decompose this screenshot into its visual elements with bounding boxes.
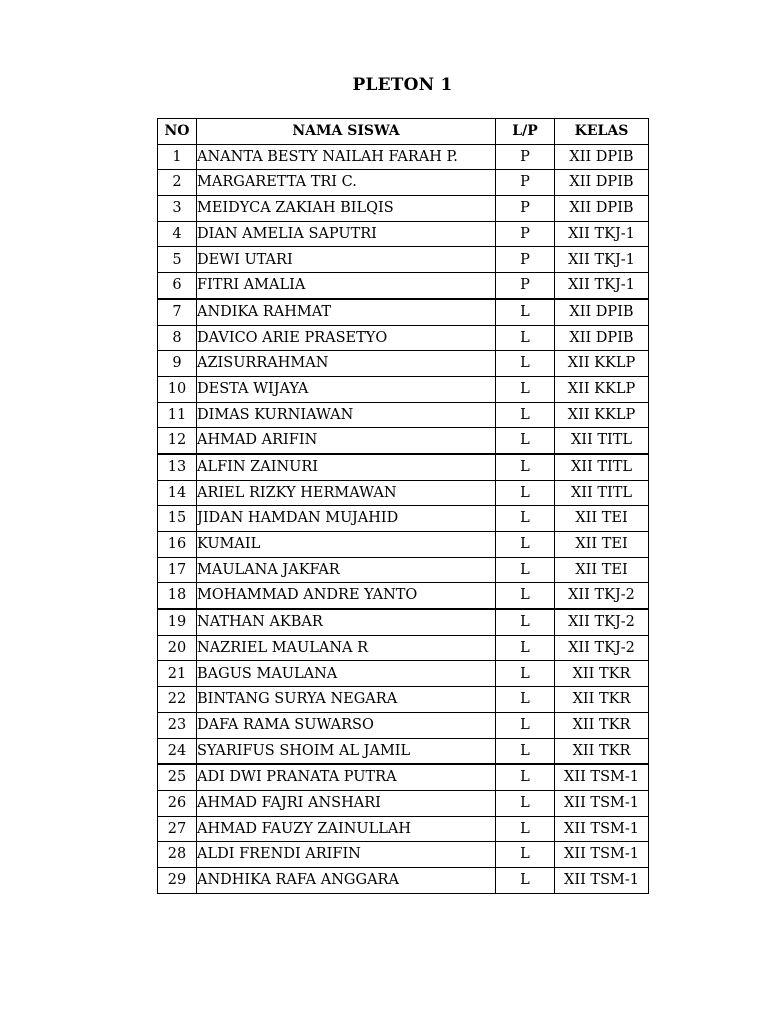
student-name-cell: DAVICO ARIE PRASETYO <box>197 325 496 351</box>
table-row <box>158 790 649 816</box>
student-name-cell: ANANTA BESTY NAILAH FARAH P. <box>197 144 496 170</box>
class-cell: XII TSM-1 <box>555 790 649 816</box>
column-header-kelas: KELAS <box>555 119 649 145</box>
gender-cell: L <box>496 661 555 687</box>
class-cell: XII TKJ-1 <box>555 273 649 299</box>
student-name-cell: AHMAD FAUZY ZAINULLAH <box>197 816 496 842</box>
student-name-cell: DESTA WIJAYA <box>197 376 496 402</box>
gender-cell: L <box>496 635 555 661</box>
class-cell: XII TEI <box>555 532 649 558</box>
no-cell: 22 <box>158 687 197 713</box>
gender-cell: L <box>496 480 555 506</box>
gender-cell: L <box>496 325 555 351</box>
student-name-cell: AHMAD FAJRI ANSHARI <box>197 790 496 816</box>
class-cell: XII TKR <box>555 738 649 764</box>
no-cell: 3 <box>158 196 197 222</box>
gender-cell: P <box>496 247 555 273</box>
class-cell: XII DPIB <box>555 196 649 222</box>
gender-cell: L <box>496 532 555 558</box>
gender-cell: P <box>496 221 555 247</box>
no-cell: 17 <box>158 557 197 583</box>
class-cell: XII TITL <box>555 454 649 480</box>
student-name-cell: NATHAN AKBAR <box>197 609 496 635</box>
table-row <box>158 454 649 480</box>
table-row <box>158 144 649 170</box>
no-cell: 14 <box>158 480 197 506</box>
no-cell: 23 <box>158 712 197 738</box>
table-row <box>158 583 649 609</box>
no-cell: 12 <box>158 428 197 454</box>
student-name-cell: MEIDYCA ZAKIAH BILQIS <box>197 196 496 222</box>
class-cell: XII TKR <box>555 712 649 738</box>
class-cell: XII KKLP <box>555 402 649 428</box>
class-cell: XII TKJ-1 <box>555 247 649 273</box>
gender-cell: L <box>496 790 555 816</box>
no-cell: 6 <box>158 273 197 299</box>
class-cell: XII TITL <box>555 480 649 506</box>
gender-cell: L <box>496 712 555 738</box>
table-row <box>158 351 649 377</box>
gender-cell: L <box>496 609 555 635</box>
no-cell: 20 <box>158 635 197 661</box>
table-row <box>158 402 649 428</box>
column-header-no: NO <box>158 119 197 145</box>
gender-cell: L <box>496 376 555 402</box>
table-row <box>158 557 649 583</box>
student-name-cell: NAZRIEL MAULANA R <box>197 635 496 661</box>
gender-cell: L <box>496 402 555 428</box>
gender-cell: P <box>496 196 555 222</box>
gender-cell: L <box>496 557 555 583</box>
no-cell: 8 <box>158 325 197 351</box>
no-cell: 15 <box>158 506 197 532</box>
student-name-cell: ARIEL RIZKY HERMAWAN <box>197 480 496 506</box>
table-row <box>158 325 649 351</box>
class-cell: XII KKLP <box>555 376 649 402</box>
gender-cell: L <box>496 687 555 713</box>
table-row <box>158 428 649 454</box>
column-header-lp: L/P <box>496 119 555 145</box>
student-name-cell: KUMAIL <box>197 532 496 558</box>
class-cell: XII DPIB <box>555 170 649 196</box>
table-row <box>158 480 649 506</box>
gender-cell: L <box>496 764 555 790</box>
no-cell: 2 <box>158 170 197 196</box>
no-cell: 7 <box>158 299 197 325</box>
class-cell: XII TSM-1 <box>555 867 649 893</box>
no-cell: 28 <box>158 842 197 868</box>
class-cell: XII TSM-1 <box>555 842 649 868</box>
class-cell: XII TKJ-1 <box>555 221 649 247</box>
no-cell: 1 <box>158 144 197 170</box>
class-cell: XII DPIB <box>555 325 649 351</box>
class-cell: XII TEI <box>555 557 649 583</box>
table-row <box>158 738 649 764</box>
table-row <box>158 170 649 196</box>
table-row <box>158 376 649 402</box>
student-name-cell: BAGUS MAULANA <box>197 661 496 687</box>
gender-cell: P <box>496 144 555 170</box>
class-cell: XII TEI <box>555 506 649 532</box>
no-cell: 16 <box>158 532 197 558</box>
table-row <box>158 273 649 299</box>
no-cell: 26 <box>158 790 197 816</box>
table-row <box>158 221 649 247</box>
column-header-nama-siswa: NAMA SISWA <box>197 119 496 145</box>
student-name-cell: JIDAN HAMDAN MUJAHID <box>197 506 496 532</box>
student-name-cell: DAFA RAMA SUWARSO <box>197 712 496 738</box>
no-cell: 25 <box>158 764 197 790</box>
class-cell: XII TSM-1 <box>555 816 649 842</box>
student-name-cell: DIMAS KURNIAWAN <box>197 402 496 428</box>
gender-cell: L <box>496 738 555 764</box>
table-row <box>158 816 649 842</box>
table-row <box>158 196 649 222</box>
no-cell: 4 <box>158 221 197 247</box>
class-cell: XII TKR <box>555 661 649 687</box>
no-cell: 9 <box>158 351 197 377</box>
table-row <box>158 764 649 790</box>
class-cell: XII TKJ-2 <box>555 583 649 609</box>
student-name-cell: MARGARETTA TRI C. <box>197 170 496 196</box>
table-row <box>158 842 649 868</box>
student-name-cell: ALDI FRENDI ARIFIN <box>197 842 496 868</box>
no-cell: 27 <box>158 816 197 842</box>
student-name-cell: ADI DWI PRANATA PUTRA <box>197 764 496 790</box>
student-name-cell: ANDIKA RAHMAT <box>197 299 496 325</box>
gender-cell: L <box>496 816 555 842</box>
table-body <box>158 144 649 893</box>
no-cell: 29 <box>158 867 197 893</box>
class-cell: XII TITL <box>555 428 649 454</box>
table-row <box>158 506 649 532</box>
student-name-cell: MAULANA JAKFAR <box>197 557 496 583</box>
table-row <box>158 635 649 661</box>
no-cell: 11 <box>158 402 197 428</box>
table-header-row <box>158 119 649 145</box>
gender-cell: L <box>496 842 555 868</box>
gender-cell: L <box>496 506 555 532</box>
class-cell: XII TKJ-2 <box>555 635 649 661</box>
class-cell: XII DPIB <box>555 299 649 325</box>
student-name-cell: BINTANG SURYA NEGARA <box>197 687 496 713</box>
gender-cell: L <box>496 428 555 454</box>
no-cell: 19 <box>158 609 197 635</box>
gender-cell: L <box>496 867 555 893</box>
gender-cell: L <box>496 583 555 609</box>
student-name-cell: MOHAMMAD ANDRE YANTO <box>197 583 496 609</box>
no-cell: 21 <box>158 661 197 687</box>
gender-cell: L <box>496 299 555 325</box>
no-cell: 10 <box>158 376 197 402</box>
class-cell: XII TKJ-2 <box>555 609 649 635</box>
class-cell: XII KKLP <box>555 351 649 377</box>
student-name-cell: AZISURRAHMAN <box>197 351 496 377</box>
student-name-cell: ANDHIKA RAFA ANGGARA <box>197 867 496 893</box>
no-cell: 5 <box>158 247 197 273</box>
table-row <box>158 867 649 893</box>
no-cell: 24 <box>158 738 197 764</box>
gender-cell: L <box>496 351 555 377</box>
student-name-cell: DEWI UTARI <box>197 247 496 273</box>
table-row <box>158 712 649 738</box>
class-cell: XII TSM-1 <box>555 764 649 790</box>
table-row <box>158 661 649 687</box>
gender-cell: P <box>496 170 555 196</box>
student-name-cell: DIAN AMELIA SAPUTRI <box>197 221 496 247</box>
gender-cell: L <box>496 454 555 480</box>
student-table <box>157 118 649 894</box>
page-title: PLETON 1 <box>352 75 453 95</box>
student-name-cell: ALFIN ZAINURI <box>197 454 496 480</box>
gender-cell: P <box>496 273 555 299</box>
table-row <box>158 532 649 558</box>
table-row <box>158 299 649 325</box>
student-name-cell: FITRI AMALIA <box>197 273 496 299</box>
table-row <box>158 609 649 635</box>
class-cell: XII DPIB <box>555 144 649 170</box>
table-row <box>158 247 649 273</box>
no-cell: 13 <box>158 454 197 480</box>
no-cell: 18 <box>158 583 197 609</box>
class-cell: XII TKR <box>555 687 649 713</box>
table-row <box>158 687 649 713</box>
student-name-cell: AHMAD ARIFIN <box>197 428 496 454</box>
student-name-cell: SYARIFUS SHOIM AL JAMIL <box>197 738 496 764</box>
